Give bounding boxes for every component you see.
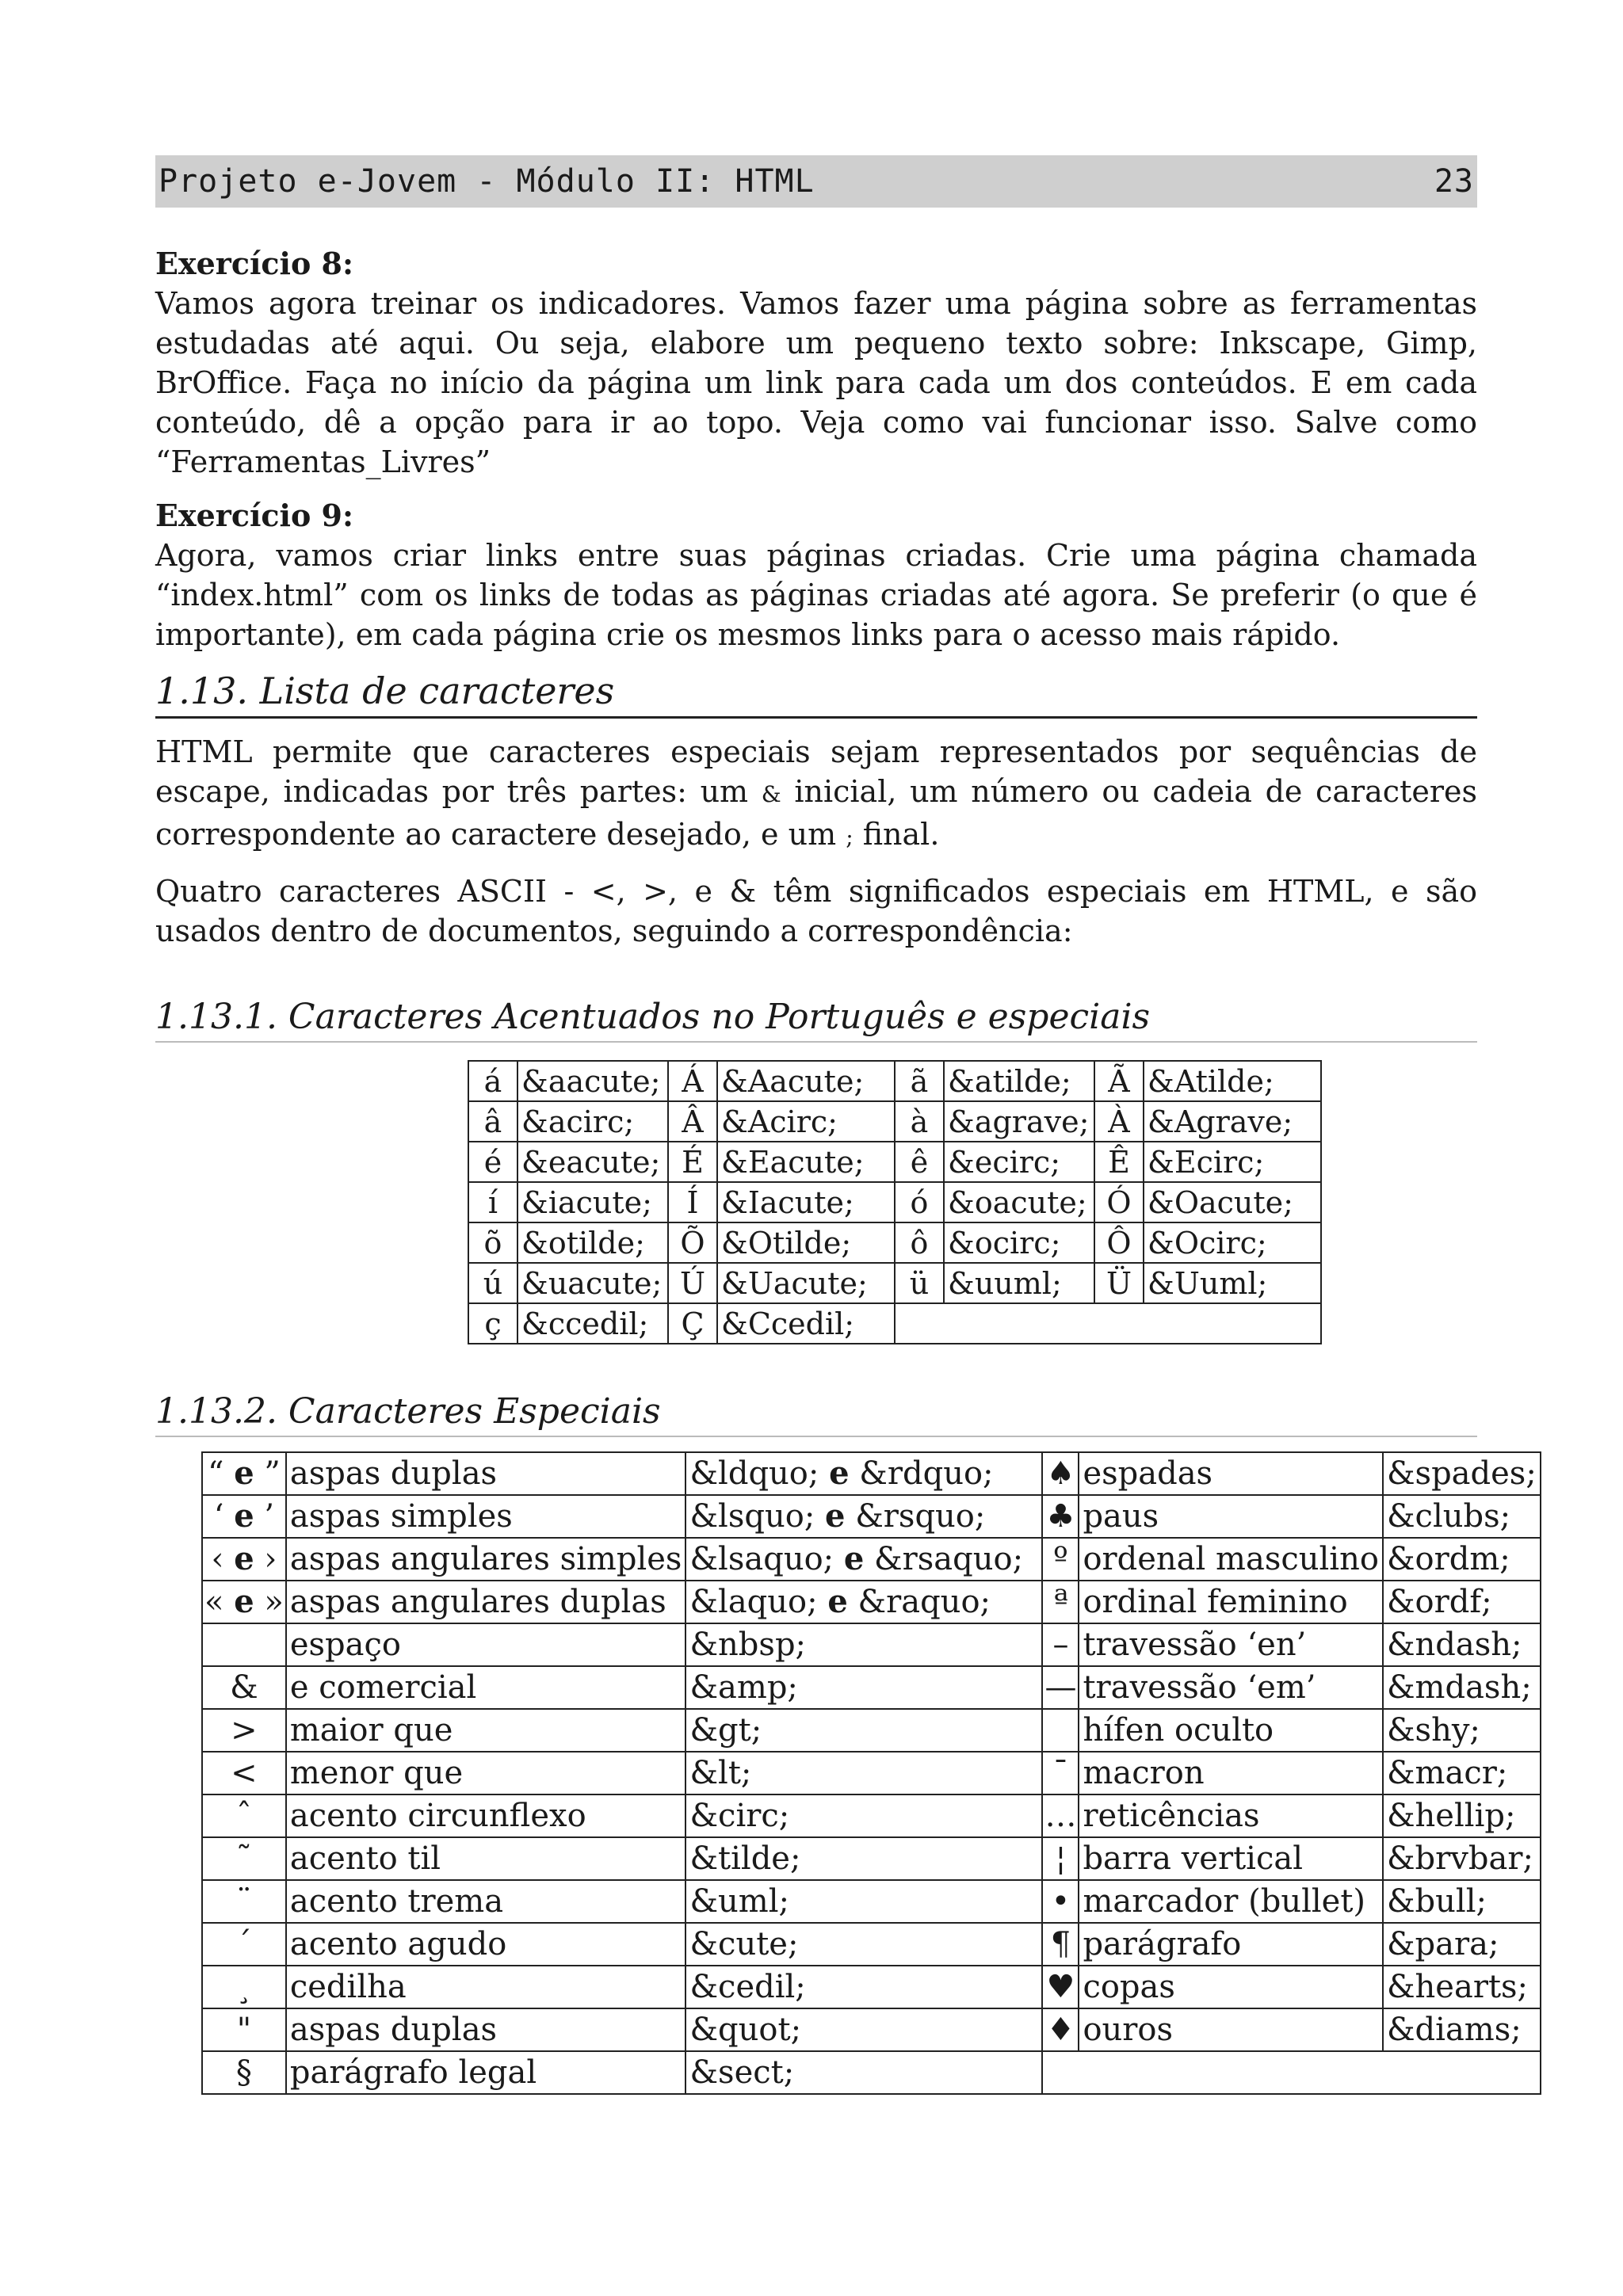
char-cell: ú <box>468 1263 517 1303</box>
char-cell: ç <box>468 1303 517 1344</box>
name-cell: acento circunflexo <box>286 1794 686 1837</box>
name-cell-2: espadas <box>1079 1452 1383 1495</box>
intro-p1-part-c: final. <box>853 817 940 852</box>
code-cell: &cute; <box>685 1923 1042 1966</box>
symbol-cell: > <box>202 1709 286 1752</box>
code-cell-2: &bull; <box>1383 1880 1541 1923</box>
code-cell: &sect; <box>685 2051 1042 2094</box>
code-cell: &oacute; <box>944 1182 1094 1222</box>
symbol-cell <box>202 1452 286 1495</box>
symbol-cell: ˜ <box>202 1837 286 1880</box>
char-cell: Á <box>668 1061 717 1101</box>
char-cell: í <box>468 1182 517 1222</box>
code-open: &ldquo; <box>689 1455 819 1492</box>
char-cell: Õ <box>668 1222 717 1263</box>
table-row <box>202 2008 1541 2051</box>
intro-p1-part-a: HTML permite que caracteres especiais sejam representados por sequências de escape, indicadas por três partes: um <box>155 734 1477 809</box>
code-cell: &Atilde; <box>1144 1061 1321 1101</box>
name-cell: cedilha <box>286 1966 686 2008</box>
exercise-8-title: Exercício 8: <box>155 246 354 281</box>
table-row <box>468 1101 1321 1142</box>
code-cell: &Uacute; <box>717 1263 895 1303</box>
code-cell: &aacute; <box>517 1061 668 1101</box>
name-cell: acento til <box>286 1837 686 1880</box>
code-cell-2: &hellip; <box>1383 1794 1541 1837</box>
code-cell-2: &ordm; <box>1383 1538 1541 1581</box>
code-cell-2: &macr; <box>1383 1752 1541 1794</box>
table-row <box>202 1837 1541 1880</box>
code-cell: &Oacute; <box>1144 1182 1321 1222</box>
quote-e: e <box>234 1540 254 1577</box>
section-title: 1.13. Lista de caracteres <box>155 667 1477 719</box>
char-cell: é <box>468 1142 517 1182</box>
table-row <box>202 1709 1541 1752</box>
symbol-cell-2: … <box>1042 1794 1079 1837</box>
name-cell-2: ordinal feminino <box>1079 1581 1383 1623</box>
code-cell: &gt; <box>685 1709 1042 1752</box>
code-open: &lsaquo; <box>689 1541 834 1577</box>
symbol-cell-2: ♦ <box>1042 2008 1079 2051</box>
table-row <box>202 1794 1541 1837</box>
quote-e: e <box>234 1583 254 1620</box>
name-cell-2: marcador (bullet) <box>1079 1880 1383 1923</box>
char-cell: Â <box>668 1101 717 1142</box>
empty-cell <box>895 1303 1321 1344</box>
name-cell-2: reticências <box>1079 1794 1383 1837</box>
code-cell-2: &para; <box>1383 1923 1541 1966</box>
table-row <box>202 1452 1541 1495</box>
symbol-cell <box>202 1495 286 1538</box>
code-cell: &Acirc; <box>717 1101 895 1142</box>
name-cell-2: barra vertical <box>1079 1837 1383 1880</box>
char-cell: À <box>1094 1101 1144 1142</box>
name-cell: acento agudo <box>286 1923 686 1966</box>
symbol-cell <box>202 1623 286 1666</box>
char-cell: É <box>668 1142 717 1182</box>
table-row <box>202 1880 1541 1923</box>
name-cell-2: macron <box>1079 1752 1383 1794</box>
char-cell: ê <box>895 1142 944 1182</box>
code-cell-2: &ordf; <box>1383 1581 1541 1623</box>
symbol-cell-2: º <box>1042 1538 1079 1581</box>
char-cell: à <box>895 1101 944 1142</box>
code-cell: &cedil; <box>685 1966 1042 2008</box>
table-row <box>468 1263 1321 1303</box>
code-e: e <box>843 1540 865 1577</box>
symbol-cell-2: — <box>1042 1666 1079 1709</box>
char-cell: Ó <box>1094 1182 1144 1222</box>
page-header <box>155 155 1477 208</box>
symbol-cell-2: ¶ <box>1042 1923 1079 1966</box>
symbol-cell-2: ª <box>1042 1581 1079 1623</box>
code-cell: &nbsp; <box>685 1623 1042 1666</box>
special-characters-table <box>201 1451 1541 2095</box>
table-row <box>202 1623 1541 1666</box>
exercises <box>155 244 1477 654</box>
name-cell-2: ouros <box>1079 2008 1383 2051</box>
table-row <box>202 1666 1541 1709</box>
table-row <box>202 1538 1541 1581</box>
char-cell: ü <box>895 1263 944 1303</box>
code-cell: &ccedil; <box>517 1303 668 1344</box>
intro-p1-part-b: inicial, um número ou cadeia de caracteres correspondente ao caractere desejado, e um <box>155 774 1477 852</box>
name-cell-2: travessão ‘em’ <box>1079 1666 1383 1709</box>
code-cell: &amp; <box>685 1666 1042 1709</box>
exercise-8-text: Vamos agora treinar os indicadores. Vamos fazer uma página sobre as ferramentas estudadas até aqui. Ou seja, elabore um pequeno texto sobre: Inkscape, Gimp, BrOffice. Faça no início da página um link para cada um dos conteúdos. E em cada conteúdo, dê a opção para ir ao topo. Veja como vai funcionar isso. Salve como “Ferramentas_Livres” <box>155 286 1477 479</box>
name-cell-2: travessão ‘en’ <box>1079 1623 1383 1666</box>
symbol-cell-2: ¯ <box>1042 1752 1079 1794</box>
quote-open: ‘ <box>213 1498 224 1535</box>
intro-paragraph-2: Quatro caracteres ASCII - <, >, e & têm significados especiais em HTML, e são usados dentro de documentos, seguindo a correspondência: <box>155 874 1477 948</box>
char-cell: Í <box>668 1182 717 1222</box>
table-row <box>468 1303 1321 1344</box>
symbol-cell-2: • <box>1042 1880 1079 1923</box>
intro-p1-semicolon: ; <box>846 824 854 850</box>
char-cell: Ê <box>1094 1142 1144 1182</box>
char-cell: ã <box>895 1061 944 1101</box>
code-cell-2: &brvbar; <box>1383 1837 1541 1880</box>
accented-characters-table <box>468 1060 1322 1344</box>
code-cell: &Agrave; <box>1144 1101 1321 1142</box>
char-cell: Ü <box>1094 1263 1144 1303</box>
code-cell-2: &hearts; <box>1383 1966 1541 2008</box>
name-cell-2: paus <box>1079 1495 1383 1538</box>
symbol-cell: ¸ <box>202 1966 286 2008</box>
symbol-cell: & <box>202 1666 286 1709</box>
code-cell-2: &diams; <box>1383 2008 1541 2051</box>
code-cell: &iacute; <box>517 1182 668 1222</box>
symbol-cell-2: ¦ <box>1042 1837 1079 1880</box>
quote-close: » <box>264 1584 284 1620</box>
code-cell: &ocirc; <box>944 1222 1094 1263</box>
name-cell: parágrafo legal <box>286 2051 686 2094</box>
quote-close: › <box>264 1541 277 1577</box>
symbol-cell-2: – <box>1042 1623 1079 1666</box>
code-close: &rsquo; <box>855 1498 986 1535</box>
code-cell: &lt; <box>685 1752 1042 1794</box>
name-cell: e comercial <box>286 1666 686 1709</box>
table-row <box>468 1182 1321 1222</box>
code-e: e <box>829 1455 850 1492</box>
code-cell: &uuml; <box>944 1263 1094 1303</box>
symbol-cell: ´ <box>202 1923 286 1966</box>
code-cell <box>685 1538 1042 1581</box>
quote-e: e <box>234 1455 254 1492</box>
symbol-cell: ˆ <box>202 1794 286 1837</box>
table-row <box>202 1495 1541 1538</box>
char-cell: Ç <box>668 1303 717 1344</box>
symbol-cell-2 <box>1042 1709 1079 1752</box>
name-cell: aspas angulares duplas <box>286 1581 686 1623</box>
code-close: &raquo; <box>857 1584 991 1620</box>
code-cell-2: &mdash; <box>1383 1666 1541 1709</box>
code-cell: &eacute; <box>517 1142 668 1182</box>
table-row <box>202 1923 1541 1966</box>
header-title: Projeto e-Jovem - Módulo II: HTML <box>158 163 815 200</box>
code-cell: &quot; <box>685 2008 1042 2051</box>
code-cell: &Uuml; <box>1144 1263 1321 1303</box>
code-cell: &uml; <box>685 1880 1042 1923</box>
symbol-cell-2: ♥ <box>1042 1966 1079 2008</box>
name-cell: aspas angulares simples <box>286 1538 686 1581</box>
subsection-1-title: 1.13.1. Caracteres Acentuados no Português e especiais <box>155 994 1477 1043</box>
symbol-cell: ¨ <box>202 1880 286 1923</box>
intro-p1-amp: & <box>761 781 781 807</box>
name-cell-2: copas <box>1079 1966 1383 2008</box>
table-row <box>468 1061 1321 1101</box>
code-cell: &Iacute; <box>717 1182 895 1222</box>
char-cell: Ú <box>668 1263 717 1303</box>
table-row <box>468 1222 1321 1263</box>
section-intro <box>155 732 1477 951</box>
name-cell: aspas duplas <box>286 1452 686 1495</box>
char-cell: Ô <box>1094 1222 1144 1263</box>
symbol-cell: § <box>202 2051 286 2094</box>
name-cell: aspas duplas <box>286 2008 686 2051</box>
symbol-cell-2: ♠ <box>1042 1452 1079 1495</box>
empty-cell <box>1042 2051 1540 2094</box>
code-cell: &Aacute; <box>717 1061 895 1101</box>
code-cell <box>685 1581 1042 1623</box>
code-cell: &Eacute; <box>717 1142 895 1182</box>
code-cell <box>685 1495 1042 1538</box>
code-cell: &Ecirc; <box>1144 1142 1321 1182</box>
code-cell-2: &clubs; <box>1383 1495 1541 1538</box>
code-cell: &acirc; <box>517 1101 668 1142</box>
name-cell: menor que <box>286 1752 686 1794</box>
char-cell: ó <box>895 1182 944 1222</box>
char-cell: á <box>468 1061 517 1101</box>
quote-open: ‹ <box>211 1541 224 1577</box>
code-cell-2: &ndash; <box>1383 1623 1541 1666</box>
intro-paragraph-1 <box>155 732 1477 857</box>
quote-open: « <box>204 1584 224 1620</box>
exercise-9-title: Exercício 9: <box>155 498 354 533</box>
code-cell: &agrave; <box>944 1101 1094 1142</box>
name-cell: acento trema <box>286 1880 686 1923</box>
char-cell: õ <box>468 1222 517 1263</box>
code-cell <box>685 1452 1042 1495</box>
symbol-cell: < <box>202 1752 286 1794</box>
symbol-cell <box>202 1538 286 1581</box>
code-cell: &tilde; <box>685 1837 1042 1880</box>
char-cell: â <box>468 1101 517 1142</box>
table-row <box>202 2051 1541 2094</box>
code-cell: &Ccedil; <box>717 1303 895 1344</box>
code-e: e <box>825 1497 846 1535</box>
quote-e: e <box>234 1497 254 1535</box>
code-cell: &Ocirc; <box>1144 1222 1321 1263</box>
code-cell: &otilde; <box>517 1222 668 1263</box>
code-cell: &uacute; <box>517 1263 668 1303</box>
symbol-cell <box>202 1581 286 1623</box>
name-cell: aspas simples <box>286 1495 686 1538</box>
code-cell: &circ; <box>685 1794 1042 1837</box>
code-open: &lsquo; <box>689 1498 815 1535</box>
name-cell: espaço <box>286 1623 686 1666</box>
code-close: &rsaquo; <box>874 1541 1024 1577</box>
table-row <box>202 1752 1541 1794</box>
code-cell-2: &spades; <box>1383 1452 1541 1495</box>
table-row <box>468 1142 1321 1182</box>
exercise-9-text: Agora, vamos criar links entre suas páginas criadas. Crie uma página chamada “index.html” com os links de todas as páginas criadas até agora. Se preferir (o que é importante), em cada página crie os mesmos links para o acesso mais rápido. <box>155 538 1477 652</box>
name-cell: maior que <box>286 1709 686 1752</box>
code-cell-2: &shy; <box>1383 1709 1541 1752</box>
table-row <box>202 1581 1541 1623</box>
code-e: e <box>827 1583 848 1620</box>
char-cell: ô <box>895 1222 944 1263</box>
char-cell: Ã <box>1094 1061 1144 1101</box>
name-cell-2: ordenal masculino <box>1079 1538 1383 1581</box>
name-cell-2: hífen oculto <box>1079 1709 1383 1752</box>
table-row <box>202 1966 1541 2008</box>
page-number: 23 <box>1434 163 1474 200</box>
symbol-cell: " <box>202 2008 286 2051</box>
quote-close: ” <box>264 1455 281 1492</box>
name-cell-2: parágrafo <box>1079 1923 1383 1966</box>
subsection-2-title: 1.13.2. Caracteres Especiais <box>155 1388 1477 1437</box>
code-open: &laquo; <box>689 1584 818 1620</box>
code-cell: &ecirc; <box>944 1142 1094 1182</box>
symbol-cell-2: ♣ <box>1042 1495 1079 1538</box>
quote-close: ’ <box>264 1498 275 1535</box>
quote-open: “ <box>208 1455 224 1492</box>
code-cell: &Otilde; <box>717 1222 895 1263</box>
code-cell: &atilde; <box>944 1061 1094 1101</box>
code-close: &rdquo; <box>859 1455 994 1492</box>
